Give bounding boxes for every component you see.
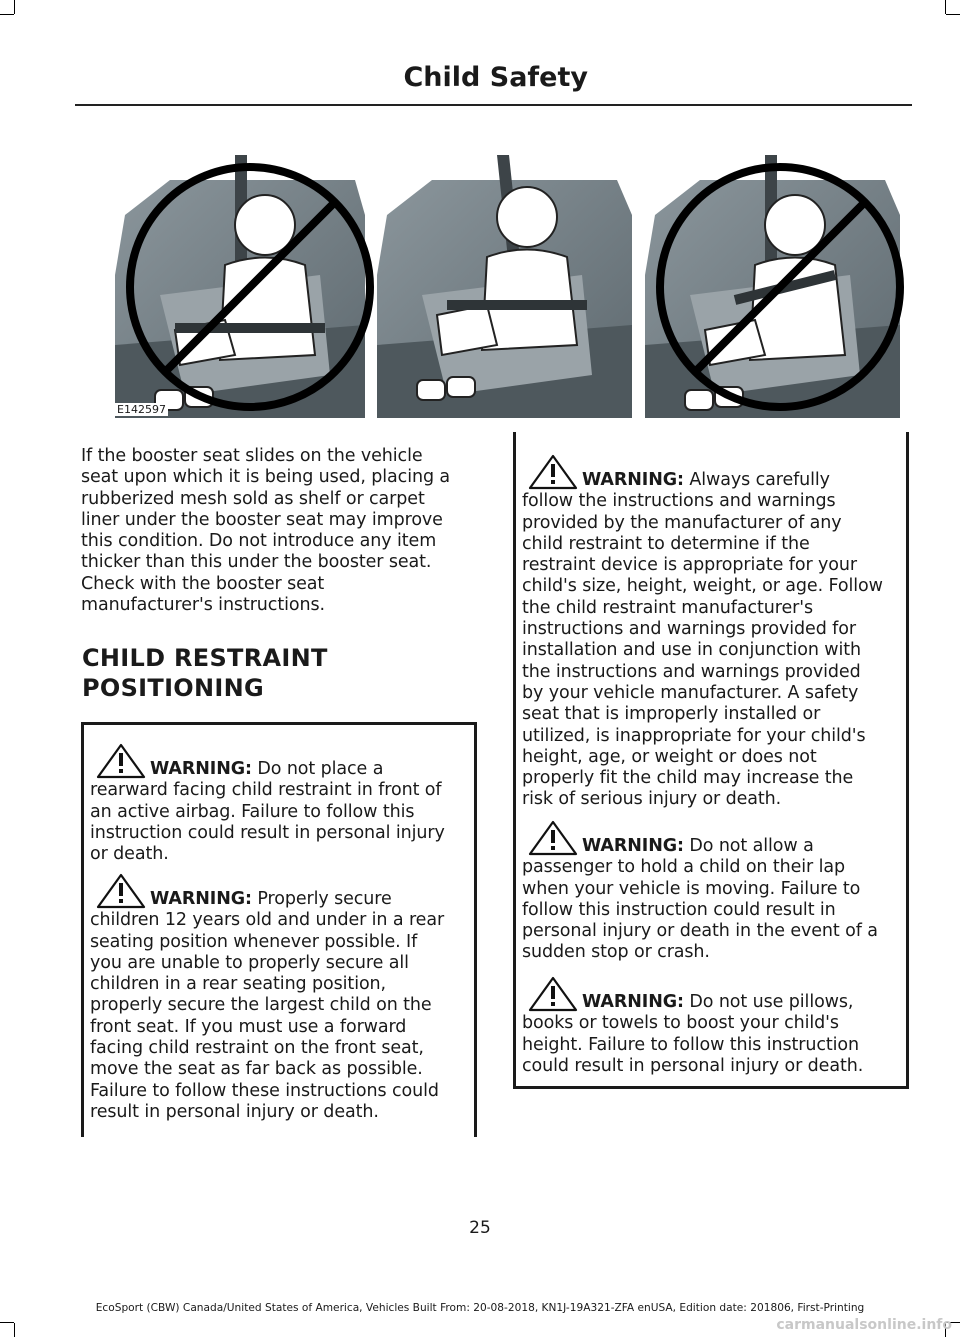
text-line: properly secure the largest child on the [90, 995, 432, 1016]
text-line: seating position whenever possible. If [90, 931, 418, 952]
text-line: thicker than this under the booster seat. [81, 552, 432, 573]
warning-label: WARNING: [582, 470, 684, 490]
warning-box-left [81, 722, 477, 1137]
text-line: facing child restraint on the front seat, [90, 1038, 424, 1059]
text-line: the child restraint manufacturer's [522, 597, 813, 618]
text-line: follow the instructions and warnings [522, 491, 836, 512]
text-line: properly fit the child may increase the [522, 768, 854, 789]
panel-incorrect-2 [645, 155, 900, 418]
text-line: Do not use pillows, [689, 992, 854, 1012]
text-line: front seat. If you must use a forward [90, 1016, 407, 1037]
warning-box-right [513, 432, 909, 1089]
section-heading: POSITIONING [82, 674, 265, 702]
footer-text: EcoSport (CBW) Canada/United States of America, Vehicles Built From: 20-08-2018, KN1J-19A321-ZFA enUSA, Edition date: 201806, First-Printing [95, 1302, 865, 1314]
text-line: Do not place a [257, 759, 384, 779]
crop-mark [945, 0, 946, 14]
watermark: carmanualsonline.info [776, 1317, 952, 1333]
text-line: child restraint to determine if the [522, 533, 810, 554]
warning-label: WARNING: [582, 836, 684, 856]
text-line: utilized, is inappropriate for your child's [522, 725, 866, 746]
warning-triangle-icon [96, 743, 146, 779]
text-line: by your vehicle manufacturer. A safety [522, 682, 859, 703]
warning-label: WARNING: [150, 759, 252, 779]
panel-correct [377, 155, 632, 418]
header-rule [75, 104, 912, 106]
text-line: an active airbag. Failure to follow this [90, 801, 415, 822]
page-number: 25 [469, 1218, 491, 1238]
text-line: Check with the booster seat [81, 573, 325, 594]
text-line: instruction could result in personal injury [90, 822, 445, 843]
text-line: children 12 years old and under in a rear [90, 910, 445, 931]
text-line: restraint device is appropriate for your [522, 555, 857, 576]
text-line: provided by the manufacturer of any [522, 512, 842, 533]
text-line: follow this instruction could result in [522, 899, 836, 920]
text-line: manufacturer's instructions. [81, 595, 325, 616]
text-line: Properly secure [257, 889, 392, 909]
crop-mark [14, 0, 15, 14]
text-line: move the seat as far back as possible. [90, 1059, 423, 1080]
warning-triangle-icon [528, 976, 578, 1012]
text-line: books or towels to boost your child's [522, 1013, 839, 1034]
warning-item [90, 889, 468, 1123]
text-line: installation and use in conjunction with [522, 640, 862, 661]
warning-item [522, 470, 900, 811]
text-line: could result in personal injury or death. [522, 1055, 864, 1076]
text-line: risk of serious injury or death. [522, 789, 782, 810]
text-line: personal injury or death in the event of a [522, 921, 878, 942]
text-line: or death. [90, 844, 169, 865]
warning-triangle-icon [528, 454, 578, 490]
text-line: height. Failure to follow this instruction [522, 1034, 860, 1055]
warning-triangle-icon [96, 873, 146, 909]
warning-label: WARNING: [150, 889, 252, 909]
text-line: seat that is improperly installed or [522, 704, 821, 725]
text-line: children in a rear seating position, [90, 974, 387, 995]
crop-mark [946, 14, 960, 15]
warning-label: WARNING: [582, 992, 684, 1012]
warning-item [522, 992, 900, 1077]
crop-mark [0, 14, 14, 15]
text-line: instructions and warnings provided for [522, 619, 856, 640]
text-line: rubberized mesh sold as shelf or carpet [81, 488, 425, 509]
text-line: result in personal injury or death. [90, 1101, 379, 1122]
text-line: Failure to follow these instructions could [90, 1080, 439, 1101]
text-line: this condition. Do not introduce any item [81, 531, 437, 552]
text-line: the instructions and warnings provided [522, 661, 861, 682]
warning-item [90, 759, 468, 865]
page-title: Child Safety [403, 62, 588, 93]
crop-mark [14, 1323, 15, 1337]
intro-paragraph [81, 446, 475, 616]
text-line: If the booster seat slides on the vehicle [81, 446, 423, 466]
panel-incorrect-1 [115, 155, 370, 418]
warning-triangle-icon [528, 820, 578, 856]
text-line: liner under the booster seat may improve [81, 509, 443, 530]
crop-mark [0, 1322, 14, 1323]
text-line: rearward facing child restraint in front of [90, 780, 442, 801]
text-line: when your vehicle is moving. Failure to [522, 878, 861, 899]
warning-item [522, 836, 900, 964]
text-line: Do not allow a [689, 836, 814, 856]
text-line: you are unable to properly secure all [90, 952, 409, 973]
text-line: Always carefully [689, 470, 830, 490]
text-line: seat upon which it is being used, placing a [81, 467, 451, 488]
text-line: sudden stop or crash. [522, 942, 710, 963]
text-line: height, age, or weight or does not [522, 746, 817, 767]
booster-seat-illustration [115, 155, 911, 418]
figure-id: E142597 [117, 403, 166, 416]
section-heading: CHILD RESTRAINT [82, 644, 328, 672]
text-line: passenger to hold a child on their lap [522, 857, 846, 878]
text-line: child's size, height, weight, or age. Follow [522, 576, 883, 597]
